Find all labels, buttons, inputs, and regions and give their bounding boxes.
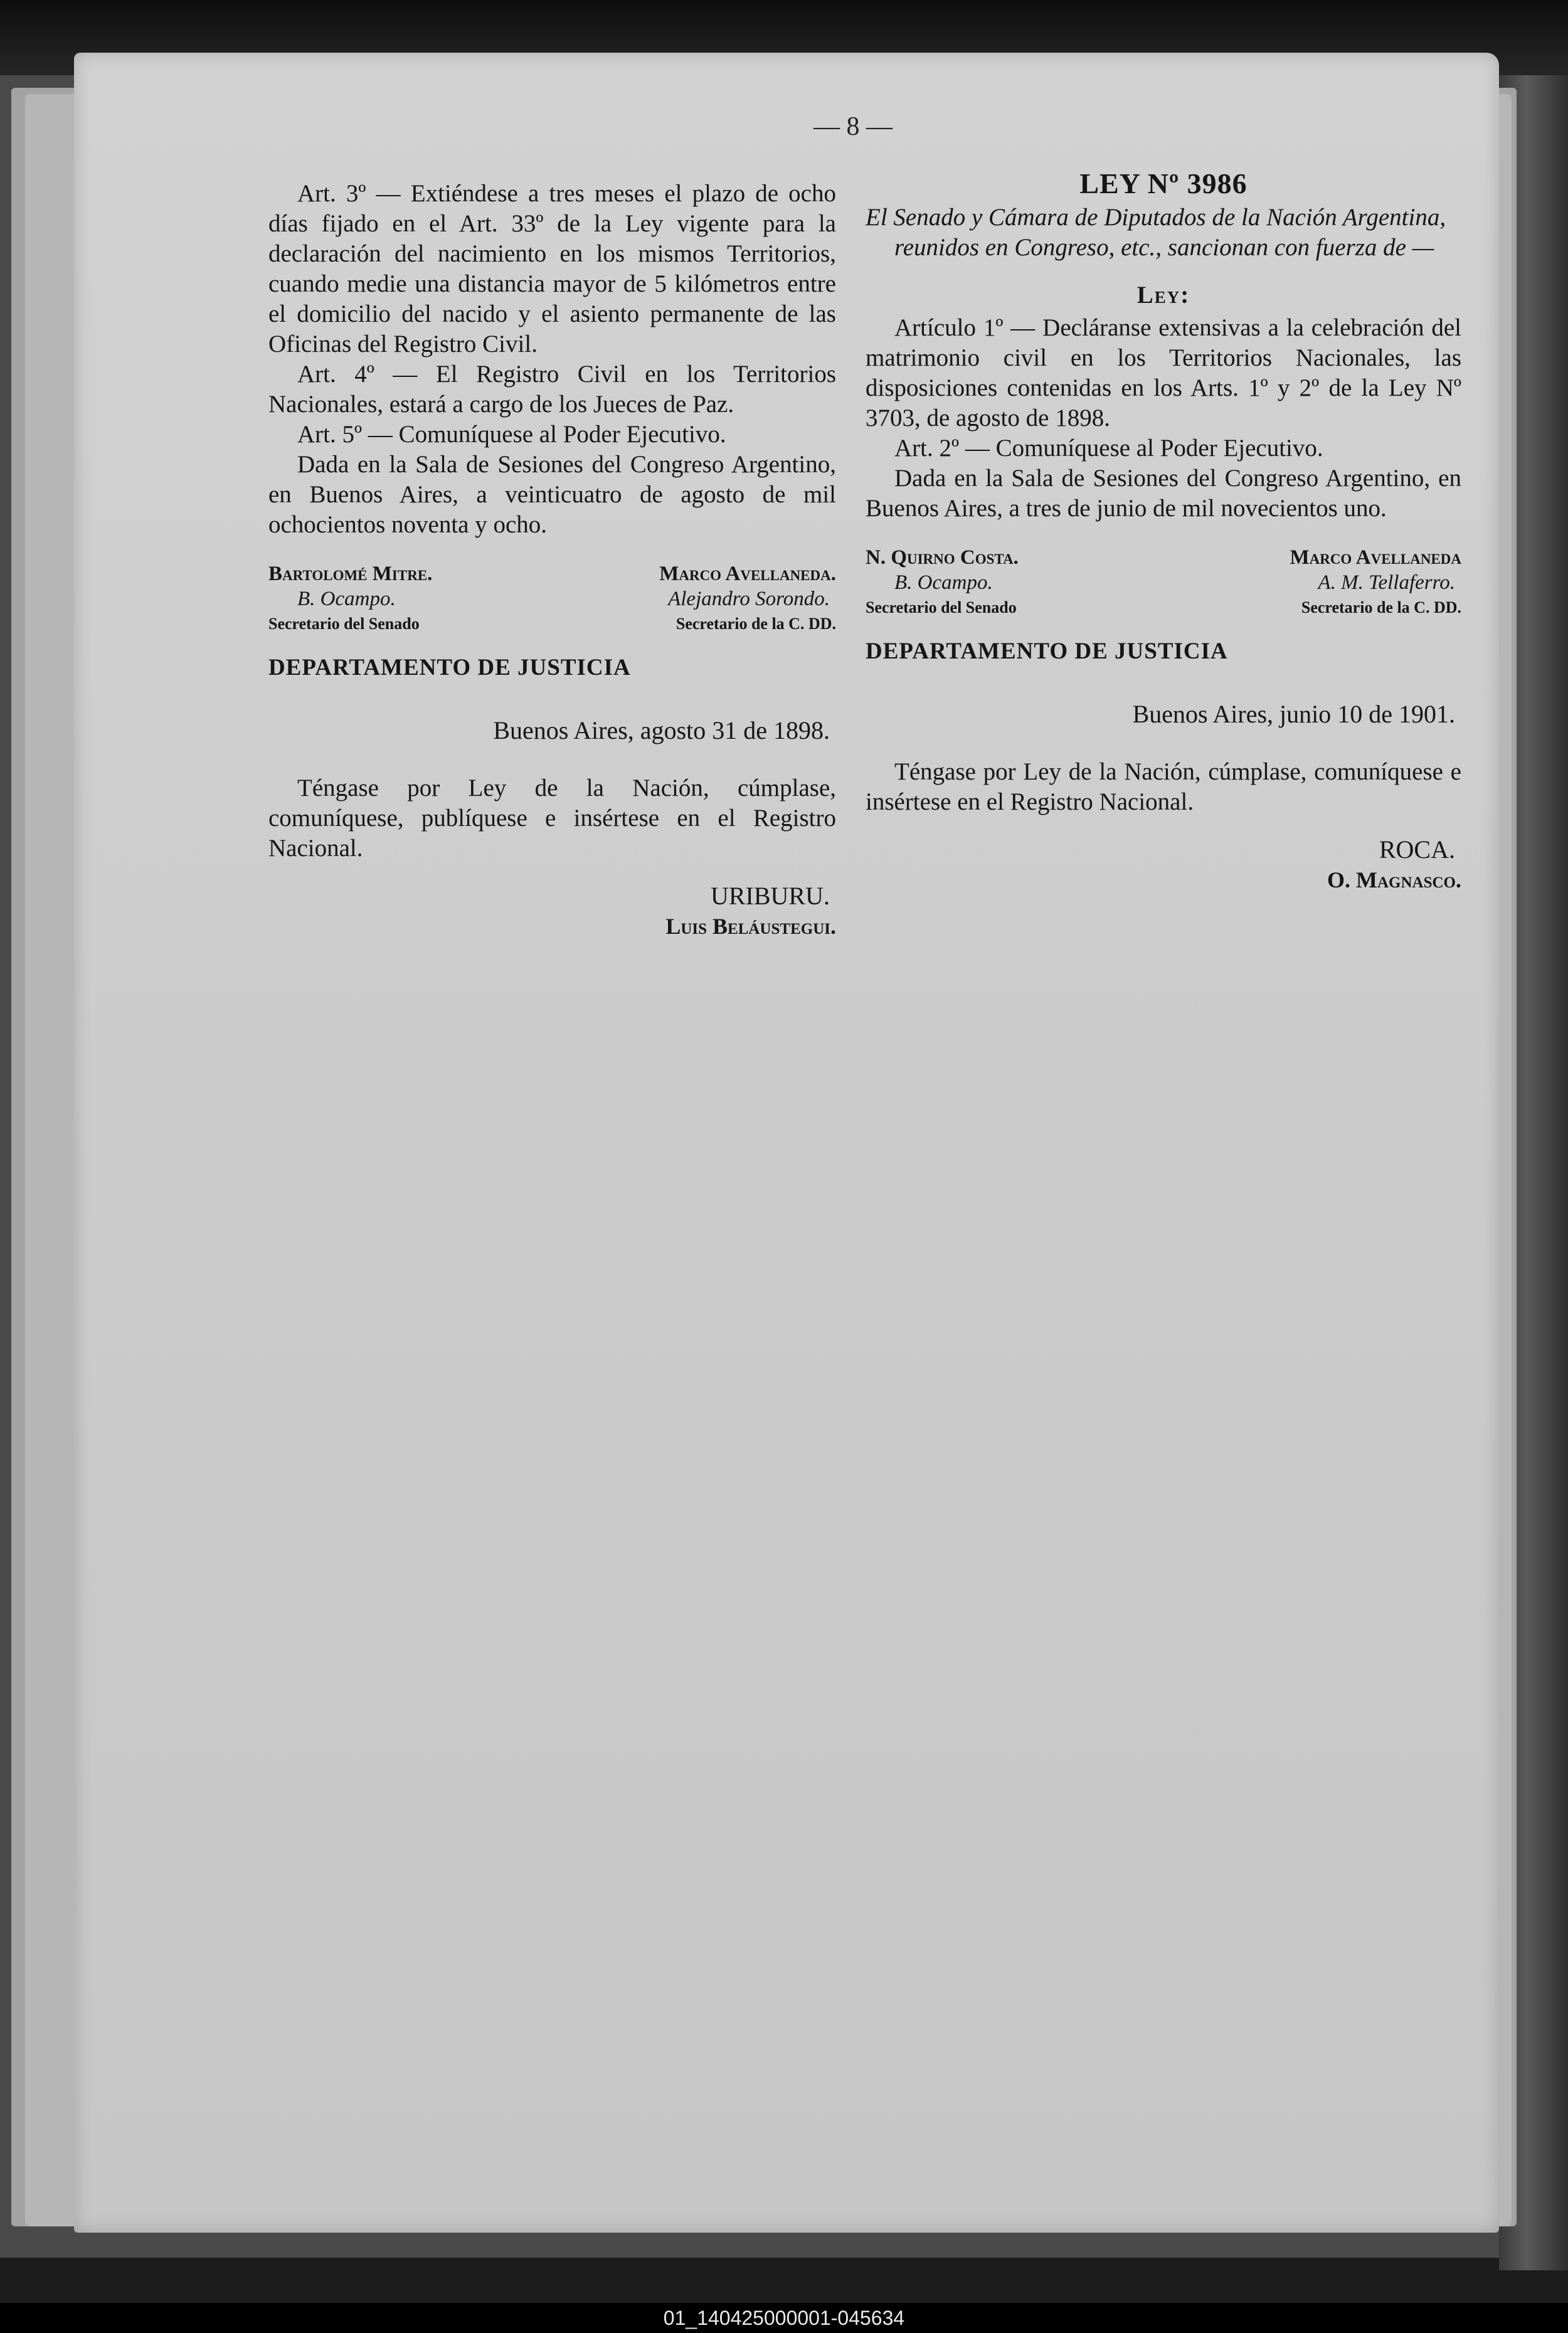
decree-text: Téngase por Ley de la Nación, cúmplase, comuníquese, publíquese e insértese en el Registro Nacional. [268,775,836,862]
senate-president-name: Bartolomé Mitre. [268,563,433,585]
minister-name: O. Magnasco. [1327,867,1461,892]
deputies-president-name: Marco Avellaneda. [659,563,836,585]
given-in-session: Dada en la Sala de Sesiones del Congreso Argentino, en Buenos Aires, a veinticuatro de agosto de mil ochocientos noventa y ocho. [268,451,836,538]
senate-signature [268,561,432,637]
senate-signature [866,545,1019,620]
senate-president-name: N. Quirno Costa. [866,546,1019,569]
deputies-secretary-role: Secretario de la C. DD. [675,615,836,633]
decree-date: Buenos Aires, agosto 31 de 1898. [493,716,830,744]
decree-text: Téngase por Ley de la Nación, cúmplase, comuníquese e insértese en el Registro Nacional. [866,758,1461,815]
deputies-signature [1290,545,1461,620]
deputies-secretary-role: Secretario de la C. DD. [1301,598,1461,616]
senate-secretary-name: B. Ocampo. [297,588,396,610]
department-heading: DEPARTAMENTO DE JUSTICIA [866,638,1228,664]
senate-secretary-name: B. Ocampo. [894,571,993,594]
right-column [866,166,1461,895]
law-preamble: El Senado y Cámara de Diputados de la Nación Argentina, reunidos en Congreso, etc., sancionan con fuerza de — [866,204,1446,261]
department-heading: DEPARTAMENTO DE JUSTICIA [268,655,631,680]
executive-signature [268,881,836,941]
article-4: Art. 4º — El Registro Civil en los Territorios Nacionales, estará a cargo de los Jueces de Paz. [268,361,836,418]
page-number: — 8 — [813,112,893,141]
president-name: URIBURU. [710,882,830,910]
article-3: Art. 3º — Extiéndese a tres meses el plazo de ocho días fijado en el Art. 33º de la Ley vigente para la declaración del nacimiento en los mismos Territorios, cuando medie una distancia mayor de 5 kilómetros entre el domicilio del nacido y el asiento permanente de las Oficinas del Registro Civil. [268,180,836,357]
executive-signature [866,835,1461,895]
senate-secretary-role: Secretario del Senado [866,598,1017,616]
article-5: Art. 5º — Comuníquese al Poder Ejecutivo. [297,421,726,448]
signatures [866,545,1461,620]
left-column [268,179,836,941]
senate-secretary-role: Secretario del Senado [268,615,420,633]
signatures [268,561,836,637]
image-id-bar [0,2303,1568,2333]
president-name: ROCA. [1379,835,1455,864]
given-in-session: Dada en la Sala de Sesiones del Congreso Argentino, en Buenos Aires, a tres de junio de mil novecientos uno. [866,465,1461,522]
article-2: Art. 2º — Comuníquese al Poder Ejecutivo. [894,435,1323,462]
ley-heading: Ley: [1136,282,1190,309]
deputies-secretary-name: Alejandro Sorondo. [668,588,830,610]
deputies-president-name: Marco Avellaneda [1290,546,1461,569]
deputies-signature [659,561,836,637]
image-id-label: 01_140425000001-045634 [663,2306,905,2329]
decree-date: Buenos Aires, junio 10 de 1901. [1132,700,1455,728]
article-1: Artículo 1º — Decláranse extensivas a la celebración del matrimonio civil en los Territorios Nacionales, las disposiciones contenidas en los Arts. 1º y 2º de la Ley Nº 3703, de agosto de 1898. [866,314,1461,431]
minister-name: Luis Beláustegui. [665,914,836,939]
deputies-secretary-name: A. M. Tellaferro. [1318,571,1455,594]
law-title: LEY Nº 3986 [1079,167,1248,199]
